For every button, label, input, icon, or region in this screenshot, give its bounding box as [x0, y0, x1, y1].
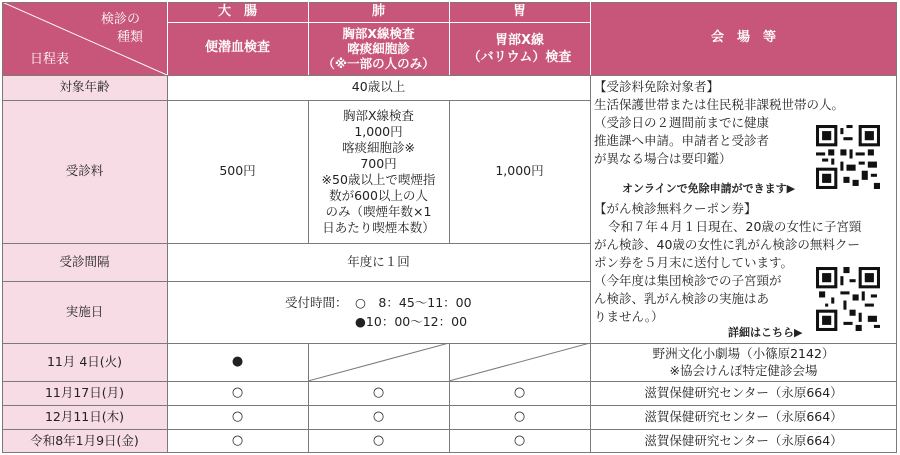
header-sub-hai-line2: 喀痰細胞診 — [347, 41, 410, 56]
header-col-i: 胃 — [449, 2, 590, 22]
schedule-4-hai: ○ — [308, 429, 449, 453]
schedule-3-daicho: ○ — [167, 405, 308, 429]
grid-line — [308, 343, 309, 453]
grid-line — [449, 100, 450, 243]
fee-hai-line: ※50歳以上で喫煙指 — [321, 171, 436, 187]
reception-time-1: ○ 8：45～11：00 — [355, 295, 472, 310]
header-col-hai: 肺 — [308, 2, 449, 22]
reception-time-2: ●10：00～12：00 — [355, 314, 468, 329]
schedule-date-3: 12月11日(木) — [2, 405, 167, 429]
header-sub-i-line2: （バリウム）検査 — [467, 49, 572, 65]
schedule-3-i: ○ — [449, 405, 590, 429]
row-label-day: 実施日 — [2, 281, 167, 343]
header-sub-hai-line1: 胸部X線検査 — [342, 26, 415, 41]
fee-hai-line: 数が600以上の人 — [329, 187, 428, 203]
grid-line — [167, 22, 590, 23]
schedule-date-4: 令和8年1月9日(金) — [2, 429, 167, 453]
grid-line — [2, 75, 897, 76]
exempt-title: 【受診料免除対象者】 — [594, 79, 720, 94]
schedule-date-1: 11月 4日(火) — [2, 343, 167, 381]
coupon-detail-link[interactable]: 詳細はこちら▶ — [728, 326, 803, 339]
grid-line — [167, 2, 168, 75]
schedule-4-i: ○ — [449, 429, 590, 453]
fee-hai-line: 700円 — [360, 155, 397, 171]
schedule-1-venue-line2: ※協会けんぽ特定健診会場 — [669, 363, 818, 378]
fee-hai-line: のみ（喫煙年数×1 — [325, 203, 432, 219]
fee-hai-line: 胸部X線検査 — [342, 107, 415, 123]
qr-code-coupon[interactable] — [816, 267, 880, 331]
coupon-line: がん検診、40歳の女性に乳がん検診の無料クー — [594, 237, 860, 252]
exempt-line: （受診日の２週間前までに健康 — [594, 115, 770, 130]
header-sub-daicho: 便潜血検査 — [167, 22, 308, 75]
grid-line — [308, 2, 309, 75]
grid-line — [167, 75, 168, 453]
fee-hai-line: 日あたり喫煙本数） — [322, 219, 435, 235]
fee-daicho: 500円 — [167, 100, 308, 243]
grid-line — [308, 100, 309, 243]
schedule-date-2: 11月17日(月) — [2, 381, 167, 405]
coupon-line: りません。） — [594, 309, 664, 324]
grid-line — [2, 100, 590, 101]
header-sub-hai-line3: （※一部の人のみ） — [322, 56, 435, 71]
exempt-line: 生活保護世帯または住民税非課税世帯の人。 — [594, 97, 845, 112]
grid-line — [449, 2, 450, 75]
header-corner-shurui: 種類 — [117, 30, 144, 45]
fee-i: 1,000円 — [449, 100, 590, 243]
grid-line — [896, 2, 897, 453]
schedule-4-venue: 滋賀保健研究センター（永原664） — [590, 429, 897, 453]
coupon-title: 【がん検診無料クーポン券】 — [594, 201, 757, 216]
header-col-daicho: 大 腸 — [167, 2, 308, 22]
qr-code-exempt[interactable] — [816, 125, 880, 189]
schedule-3-hai: ○ — [308, 405, 449, 429]
age-value: 40歳以上 — [167, 75, 590, 100]
grid-line — [2, 243, 590, 244]
row-label-fee: 受診料 — [2, 100, 167, 243]
schedule-1-venue — [590, 343, 897, 381]
coupon-line: ポン券を５月末に送付しています。 — [594, 255, 794, 270]
fee-hai-line: 喀痰細胞診※ — [342, 139, 415, 155]
fee-hai-line: 1,000円 — [354, 123, 403, 139]
reception-times — [167, 281, 590, 343]
schedule-2-hai: ○ — [308, 381, 449, 405]
fee-hai — [308, 100, 449, 243]
schedule-1-venue-line1: 野洲文化小劇場（小篠原2142） — [652, 346, 835, 361]
reception-label: 受付時間： — [285, 295, 348, 310]
header-sub-hai — [308, 22, 449, 75]
exempt-line: 推進課へ申請。申請者と受診者 — [594, 133, 770, 148]
schedule-3-venue: 滋賀保健研究センター（永原664） — [590, 405, 897, 429]
coupon-line: （今年度は集団検診での子宮頸が — [594, 273, 782, 288]
grid-line — [2, 2, 3, 453]
header-sub-i-line1: 胃部X線 — [494, 32, 545, 48]
exempt-online-link[interactable]: オンラインで免除申請ができます▶ — [622, 182, 796, 195]
schedule-2-i: ○ — [449, 381, 590, 405]
coupon-line: ん検診、乳がん検診の実施はあ — [594, 291, 770, 306]
exempt-line: が異なる場合は要印鑑） — [594, 151, 732, 166]
header-col-kaijo: 会 場 等 — [590, 2, 897, 75]
schedule-2-venue: 滋賀保健研究センター（永原664） — [590, 381, 897, 405]
grid-line — [2, 281, 590, 282]
schedule-1-daicho: ● — [167, 343, 308, 381]
header-sub-i — [449, 22, 590, 75]
header-corner-nittei: 日程表 — [30, 52, 70, 67]
grid-line — [590, 2, 591, 75]
row-label-age: 対象年齢 — [2, 75, 167, 100]
schedule-2-daicho: ○ — [167, 381, 308, 405]
interval-value: 年度に１回 — [167, 243, 590, 281]
grid-line — [590, 75, 591, 453]
grid-line — [449, 343, 450, 453]
row-label-interval: 受診間隔 — [2, 243, 167, 281]
header-corner-kenshin: 検診の — [101, 12, 141, 27]
schedule-4-daicho: ○ — [167, 429, 308, 453]
coupon-line: 令和７年４月１日現在、20歳の女性に子宮頸 — [608, 219, 862, 234]
